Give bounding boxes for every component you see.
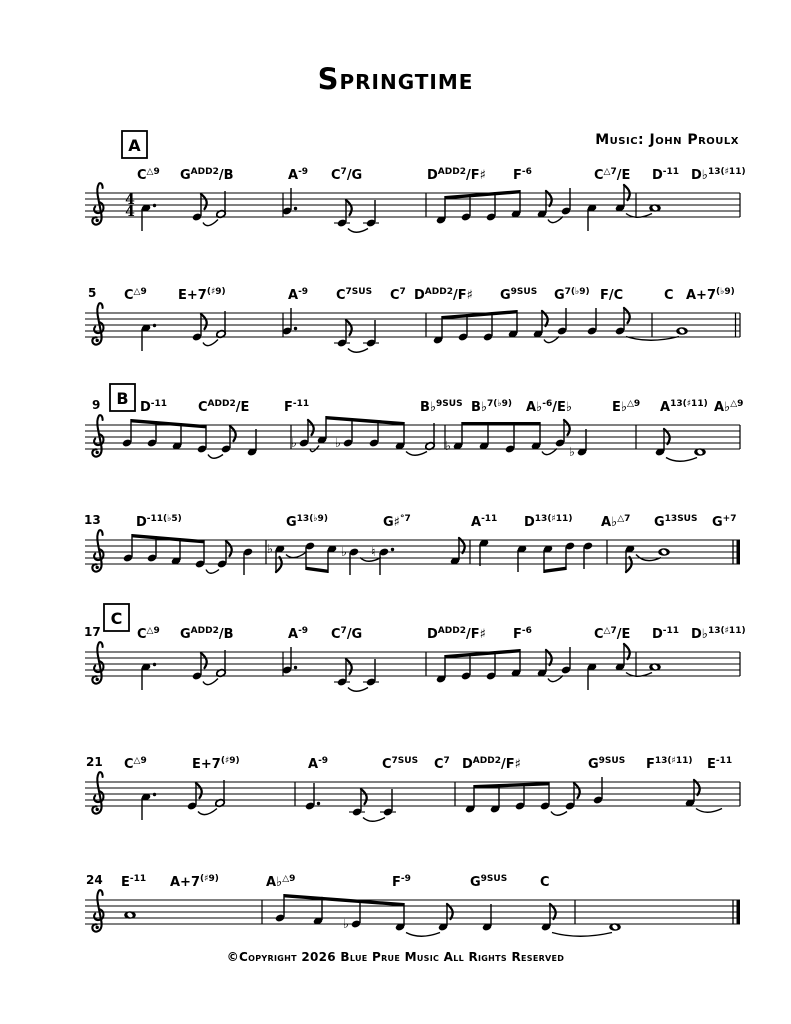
chord-symbol: A♭$^{\triangle 9}$ — [714, 399, 744, 415]
tie — [406, 933, 440, 937]
treble-clef-icon — [96, 339, 99, 342]
dot — [153, 324, 156, 327]
flag — [624, 308, 630, 323]
chord-symbol: $D^{ADD2}/F♯$ — [427, 626, 486, 642]
chord-symbol: $A+7^{(♯9)}$ — [170, 874, 219, 890]
treble-clef-icon — [96, 566, 99, 569]
chord-symbol: $F^{13(♯11)}$ — [646, 756, 693, 772]
dot — [294, 327, 297, 330]
flag — [346, 200, 352, 215]
chord-symbol: $A^{13(♯11)}$ — [660, 399, 708, 415]
chord-symbol: $C^{\triangle 9}$ — [124, 287, 147, 303]
flag — [308, 420, 314, 435]
system — [85, 384, 743, 461]
system — [84, 513, 740, 575]
chord-symbol: $C^{\triangle 9}$ — [137, 167, 160, 183]
system — [85, 286, 740, 352]
flag — [201, 653, 207, 668]
chord-symbol: C — [540, 875, 550, 890]
chord-symbol: $A+7^{(♭9)}$ — [686, 287, 735, 303]
composer-credit: Music: John Proulx — [595, 132, 739, 148]
chord-symbol: $E^{-11}$ — [121, 874, 147, 890]
chord-symbol: $C^7/G$ — [331, 167, 363, 183]
chord-symbol: $D^{ADD2}/F♯$ — [427, 167, 486, 183]
flag — [226, 541, 232, 556]
flag — [346, 659, 352, 674]
time-signature: 4 — [125, 192, 135, 208]
beam — [445, 190, 520, 199]
system — [84, 604, 746, 691]
chord-symbol: $D^{-11(♭5)}$ — [136, 514, 182, 530]
chord-symbol: A♭$^{\triangle 7}$ — [601, 514, 631, 530]
dot — [153, 663, 156, 666]
chord-symbol: B♭$^{9SUS}$ — [420, 399, 463, 415]
chord-symbol: F/C — [600, 288, 624, 303]
dot — [391, 548, 394, 551]
chord-symbol: $C^{\triangle 9}$ — [137, 626, 160, 642]
tie — [348, 349, 368, 353]
chord-symbol: E♭$^{\triangle 9}$ — [612, 399, 641, 415]
flag — [361, 789, 367, 804]
chord-symbol: D♭$^{13(♯11)}$ — [691, 167, 746, 183]
tie — [551, 812, 567, 816]
accidental: ♭ — [267, 541, 273, 556]
beam — [132, 534, 204, 543]
tie — [666, 458, 697, 462]
chord-symbol: $D^{-11}$ — [140, 399, 168, 415]
barline — [737, 540, 741, 564]
beam — [306, 567, 328, 573]
beam — [326, 416, 404, 425]
treble-clef-icon — [96, 219, 99, 222]
chord-symbol: $C^7/G$ — [331, 626, 363, 642]
measure-number: 24 — [86, 873, 103, 887]
tie — [696, 809, 722, 813]
chord-symbol: $E+7^{(♯9)}$ — [178, 287, 226, 303]
chord-symbol: $D^{13(♯11)}$ — [524, 514, 573, 530]
chord-symbol: $C^7$ — [434, 756, 450, 772]
flag — [346, 320, 352, 335]
chord-symbol: $C^{\triangle 7}/E$ — [594, 626, 631, 642]
chord-symbol: $D^{ADD2}/F♯$ — [462, 756, 521, 772]
chord-symbol: $C^{7SUS}$ — [382, 756, 419, 772]
chord-symbol: $A^{-9}$ — [288, 626, 309, 642]
dot — [153, 793, 156, 796]
flag — [564, 420, 570, 435]
accidental: ♭ — [569, 444, 575, 459]
chord-symbol: $F^{-9}$ — [392, 874, 411, 890]
beam — [462, 422, 540, 425]
system — [85, 131, 746, 232]
chord-symbol: $G^{9SUS}$ — [588, 756, 626, 772]
chord-symbol: $D^{ADD2}/F♯$ — [414, 287, 473, 303]
chord-symbol: $G^{ADD2}/B$ — [180, 626, 234, 642]
dot — [153, 204, 156, 207]
chord-symbol: $E+7^{(♯9)}$ — [192, 756, 240, 772]
dot — [294, 666, 297, 669]
beam — [544, 567, 566, 573]
flag — [574, 783, 580, 798]
system — [85, 873, 740, 936]
treble-clef-icon — [96, 451, 99, 454]
chord-symbol: $G^{9SUS}$ — [470, 874, 508, 890]
chord-symbol: $D^{-11}$ — [652, 626, 680, 642]
chord-symbol: $F^{-6}$ — [513, 167, 532, 183]
chord-symbol: $C^{ADD2}/E$ — [198, 399, 250, 415]
flag — [230, 426, 236, 441]
beam — [131, 419, 206, 428]
accidental: ♭ — [335, 435, 341, 450]
song-title: Springtime — [317, 62, 474, 96]
accidental: ♭ — [291, 435, 297, 450]
copyright-notice: ©Copyright 2026 Blue Prue Music All Rights Reserved — [226, 950, 565, 964]
flag — [196, 783, 202, 798]
tie — [406, 452, 427, 456]
chord-symbol: $C^{7SUS}$ — [336, 287, 373, 303]
tie — [203, 340, 218, 346]
treble-clef-icon — [96, 678, 99, 681]
chord-symbol: G♯$^{^\circ 7}$ — [383, 514, 411, 530]
chord-symbol: $G^{13(♭9)}$ — [286, 514, 328, 530]
tie — [203, 220, 218, 226]
tie — [348, 688, 368, 692]
chord-symbol: $G^{+7}$ — [712, 514, 737, 530]
measure-number: 17 — [84, 625, 101, 639]
chord-symbol: D♭$^{13(♯11)}$ — [691, 626, 746, 642]
chord-symbol: $G^{ADD2}/B$ — [180, 167, 234, 183]
flag — [201, 194, 207, 209]
tie — [348, 229, 368, 233]
measure-number: 13 — [84, 513, 101, 527]
rehearsal-letter: A — [128, 136, 141, 155]
chord-symbol: A♭$^{\triangle 9}$ — [266, 874, 296, 890]
chord-symbol: B♭$^{7(♭9)}$ — [471, 399, 513, 415]
tie — [203, 679, 218, 685]
chord-symbol: $A^{-9}$ — [288, 287, 309, 303]
rehearsal-letter: C — [110, 609, 123, 628]
chord-symbol: $F^{-6}$ — [513, 626, 532, 642]
measure-number: 21 — [86, 755, 103, 769]
measure-number: 5 — [88, 286, 97, 300]
treble-clef-icon — [96, 808, 99, 811]
system — [85, 755, 740, 821]
dot — [317, 802, 320, 805]
accidental: ♭ — [343, 916, 349, 931]
chord-symbol: $C^{\triangle 9}$ — [124, 756, 147, 772]
measure-number: 9 — [92, 398, 101, 412]
chord-symbol: $A^{-11}$ — [471, 514, 498, 530]
treble-clef-icon — [96, 926, 99, 929]
chord-symbol: $E^{-11}$ — [707, 756, 733, 772]
chord-symbol: $F^{-11}$ — [284, 399, 310, 415]
chord-symbol: A♭$^{-6}$/E♭ — [526, 399, 572, 415]
accidental: ♭ — [445, 438, 451, 453]
tie — [363, 818, 385, 822]
tie — [208, 455, 223, 459]
chord-symbol: $G^{13SUS}$ — [654, 514, 698, 530]
accidental: ♭ — [341, 544, 347, 559]
time-signature: 4 — [125, 204, 135, 220]
barline — [737, 900, 741, 924]
chord-symbol: $D^{-11}$ — [652, 167, 680, 183]
tie — [198, 809, 217, 815]
chord-symbol: $C^7$ — [390, 287, 406, 303]
beam — [474, 782, 549, 788]
accidental: ♮ — [371, 544, 376, 559]
chord-symbol: $C^{\triangle 7}/E$ — [594, 167, 631, 183]
chord-symbol: $A^{-9}$ — [308, 756, 329, 772]
flag — [201, 314, 207, 329]
beam — [442, 310, 517, 319]
rehearsal-letter: B — [116, 389, 129, 408]
dot — [294, 207, 297, 210]
chord-symbol: C — [664, 288, 674, 303]
tie — [206, 570, 219, 574]
chord-symbol: $G^{7(♭9)}$ — [554, 287, 590, 303]
tie — [552, 933, 612, 937]
beam — [445, 649, 520, 658]
chord-symbol: $G^{9SUS}$ — [500, 287, 538, 303]
chord-symbol: $A^{-9}$ — [288, 167, 309, 183]
